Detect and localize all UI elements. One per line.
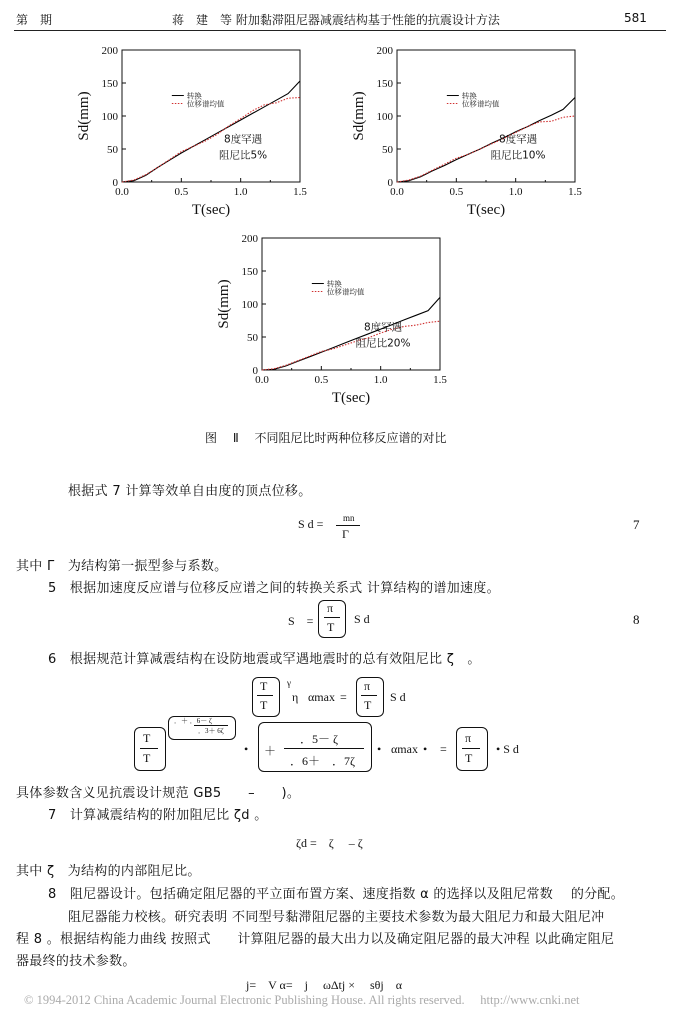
eq8-lhs: S = — [288, 614, 314, 628]
y-tick-label: 200 — [376, 45, 393, 57]
chart-annotation: 8度罕遇 — [363, 321, 403, 334]
legend-label: 转换 — [461, 91, 477, 101]
legend-label: 位移谱均值 — [186, 99, 225, 109]
eq8-rhs: S d — [354, 612, 370, 626]
eq9a-gamma: γ — [287, 678, 291, 688]
chart-svg — [345, 40, 585, 220]
y-tick-label: 150 — [101, 78, 118, 90]
y-tick-label: 0 — [252, 365, 258, 377]
eq8-denominator: T — [327, 620, 335, 634]
eq8-numerator: π — [327, 601, 334, 615]
eq9b-Sd: • S d — [496, 742, 519, 756]
y-axis-label: Sd(mm) — [76, 91, 92, 141]
eq7-number: 7 — [633, 517, 640, 532]
chart-annotation: 阻尼比10% — [490, 149, 546, 162]
eq8-number: 8 — [633, 612, 640, 627]
paragraph-9c: 器最终的技术参数。 — [16, 954, 136, 969]
paragraph-2: 其中 Γ 为结构第一振型参与系数。 — [16, 559, 228, 574]
paragraph-7: 其中 ζ 为结构的内部阻尼比。 — [16, 864, 201, 879]
paragraph-5: 具体参数含义见抗震设计规范 GB5 – )。 — [16, 786, 301, 801]
chart-annotation: 阻尼比5% — [218, 149, 268, 162]
y-tick-label: 150 — [241, 266, 258, 278]
x-axis-label: T(sec) — [191, 202, 231, 218]
plot-frame — [262, 238, 440, 370]
paragraph-9b: 程 8 。根据结构能力曲线 按照式 计算阻尼器的最大出力以及确定阻尼器的最大冲程 以此确定阻尼 — [16, 932, 615, 947]
eq9a-bar1 — [257, 695, 273, 696]
chart-damping-10 — [345, 40, 585, 220]
series-line-converted — [262, 297, 440, 370]
eq9b-bar1 — [140, 748, 158, 749]
y-tick-label: 0 — [387, 177, 393, 189]
eq9a-T: T — [260, 679, 268, 693]
eq9b-exp-top: ．＋ ．6－ ζ — [174, 717, 212, 725]
series-line-displacement-mean — [262, 321, 440, 370]
y-tick-label: 100 — [101, 111, 118, 123]
eq9b-dot3: • — [423, 742, 428, 756]
y-tick-label: 50 — [107, 144, 118, 156]
eq9b-equals: = — [440, 742, 447, 756]
legend-label: 位移谱均值 — [326, 287, 365, 297]
eq9b-bar2 — [284, 748, 364, 749]
paragraph-9a: 阻尼器能力校核。研究表明 不同型号黏滞阻尼器的主要技术参数为最大阻尼力和最大阻尼冲 — [68, 910, 605, 925]
x-tick-label: 0.0 — [115, 186, 129, 198]
x-tick-label: 0.5 — [449, 186, 464, 198]
series-line-converted — [397, 98, 575, 183]
x-tick-label: 1.5 — [568, 186, 582, 198]
chart-svg — [70, 40, 310, 220]
y-tick-label: 0 — [112, 177, 118, 189]
x-tick-label: 0.0 — [255, 374, 269, 386]
eq9b-plus: ＋ — [264, 744, 277, 758]
plot-frame — [397, 50, 575, 182]
page-number: 581 — [624, 11, 647, 25]
eq9a-T2: T — [260, 698, 268, 712]
paragraph-8: 8 阻尼器设计。包括确定阻尼器的平立面布置方案、速度指数 α 的选择以及阻尼常数 的分配。 — [48, 887, 625, 902]
y-tick-label: 50 — [247, 332, 258, 344]
x-tick-label: 0.5 — [174, 186, 189, 198]
y-tick-label: 100 — [376, 111, 393, 123]
x-tick-label: 1.0 — [373, 374, 388, 386]
paragraph-3: 5 根据加速度反应谱与位移反应谱之间的转换关系式 计算结构的谱加速度。 — [48, 581, 500, 596]
plot-frame — [122, 50, 300, 182]
journal-issue-label: 第 期 — [16, 13, 53, 27]
y-tick-label: 100 — [241, 299, 258, 311]
x-tick-label: 1.0 — [233, 186, 248, 198]
paragraph-1: 根据式 7 计算等效单自由度的顶点位移。 — [68, 484, 312, 499]
legend-label: 转换 — [186, 91, 202, 101]
legend-label: 位移谱均值 — [461, 99, 500, 109]
eq9b-numerator: ．5－ ζ — [300, 732, 338, 746]
y-tick-label: 200 — [101, 45, 118, 57]
eq9b-bar3 — [462, 748, 480, 749]
x-axis-label: T(sec) — [331, 390, 371, 406]
x-tick-label: 0.0 — [390, 186, 404, 198]
copyright-footer: © 1994-2012 China Academic Journal Electronic Publishing House. All rights reserved. http://www.cnki.net — [24, 993, 580, 1007]
eq9a-eta: η — [292, 690, 299, 704]
chart-damping-20 — [210, 228, 450, 418]
y-tick-label: 200 — [241, 233, 258, 245]
y-axis-label: Sd(mm) — [216, 279, 232, 329]
x-tick-label: 1.5 — [293, 186, 307, 198]
eq9b-pi: π — [465, 731, 472, 745]
chart-svg — [210, 228, 450, 418]
eq7-fraction-bar — [336, 525, 360, 526]
eq9b-denominator: ．6＋ ．7ζ — [290, 754, 355, 768]
chart-annotation: 8度罕遇 — [223, 133, 263, 146]
eq9b-exp-bot: ．3＋ 6ζ — [198, 727, 224, 735]
eq9a-alpha: αmax — [308, 690, 335, 704]
paragraph-6: 7 计算减震结构的附加阻尼比 ζd 。 — [48, 808, 268, 823]
eq10: ζd = ζ – ζ — [296, 836, 363, 850]
series-line-displacement-mean — [397, 116, 575, 182]
header-rule — [14, 30, 666, 31]
eq9a-T3: T — [364, 698, 372, 712]
eq11: j= V α= j ωΔtj × sθj α — [246, 978, 403, 992]
chart-annotation: 8度罕遇 — [498, 133, 538, 146]
eq9a-equals: = — [340, 690, 347, 704]
y-axis-label: Sd(mm) — [351, 91, 367, 141]
x-axis-label: T(sec) — [466, 202, 506, 218]
running-title: 蒋 建 等 附加黏滞阻尼器减震结构基于性能的抗震设计方法 — [172, 13, 500, 27]
y-tick-label: 150 — [376, 78, 393, 90]
eq7-numerator: mn — [343, 513, 355, 523]
legend-label: 转换 — [326, 279, 342, 289]
paragraph-4: 6 根据规范计算减震结构在设防地震或罕遇地震时的总有效阻尼比 ζ 。 — [48, 652, 481, 667]
series-line-displacement-mean — [122, 98, 300, 183]
eq7-denominator: Γ — [342, 527, 349, 541]
eq9a-Sd: S d — [390, 690, 406, 704]
eq9b-dot1: • — [244, 742, 249, 756]
eq9b-T3: T — [465, 751, 473, 765]
x-tick-label: 0.5 — [314, 374, 329, 386]
eq9b-dot2: • — [377, 742, 382, 756]
eq7-lhs: S d = — [298, 517, 324, 531]
eq9a-pi: π — [364, 679, 371, 693]
x-tick-label: 1.5 — [433, 374, 447, 386]
eq9a-bar2 — [361, 695, 377, 696]
x-tick-label: 1.0 — [508, 186, 523, 198]
eq8-fraction-bar — [324, 617, 340, 618]
y-tick-label: 50 — [382, 144, 393, 156]
eq9b-T2: T — [143, 751, 151, 765]
eq9b-alpha: αmax — [391, 742, 418, 756]
chart-annotation: 阻尼比20% — [355, 337, 411, 350]
eq9b-T: T — [143, 731, 151, 745]
figure-caption: 图 Ⅱ 不同阻尼比时两种位移反应谱的对比 — [205, 431, 447, 445]
chart-damping-5 — [70, 40, 310, 220]
